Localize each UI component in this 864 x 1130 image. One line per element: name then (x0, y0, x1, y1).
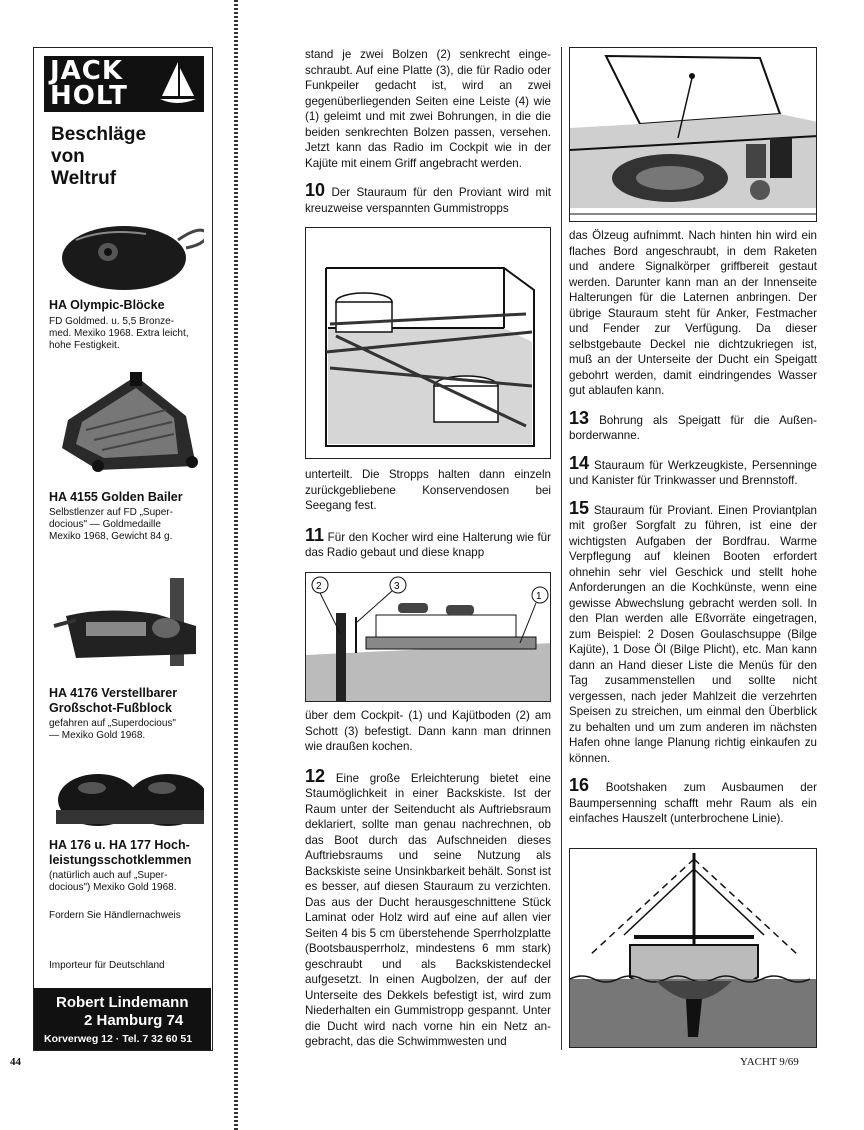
logo-text-line1: JACK (50, 56, 124, 86)
paragraph-12: 12 Eine große Erleichterung bietet eine Staumöglichkeit in einer Backskiste. Ist der Raum unter der Seitenducht als Auftriebsraum deklariert, sollte man genau nachrechnen, ob das Boot durch das Aufschneiden dieses Auftriebsraums und seine Nutzung als Backskiste seine Unsinkbarkeit behält. Sonst ist es besser, auf diesen Stauraum zu verzichten. Das aus der Ducht herausgeschnittene Stück Laminat oder Holz wird auf eine auf allen vier Seiten 4 bis 5 cm überstehende Sperrholzplatte (Bootsbausperrholz, mindestens 6 mm stark) geschraubt und als Backskistendeckel aufgesetzt. In einen Augbolzen, der auf der Unterseite des Dekkels befestigt ist, wird zum Niederhalten ein Gummistropp gespannt. Unter die Ducht wird nach vorne hin ein Netz angebracht, das die Schwimmwesten und (305, 765, 551, 1048)
logo-text-line2: HOLT (50, 81, 128, 111)
product-desc-clamps: (natürlich auch auf „Super- docious") Mexiko Gold 1968. (49, 870, 177, 893)
paragraph-15: 15 Stauraum für Proviant. Einen Proviantplan mit großer Sorgfalt zu führen, ist eine der wichtigsten Aufgaben der Bordfrau. Warme Verpflegung auf kleinen Booten erfordert ohnehin sehr viel Geschick und stellt hohe Anforderungen an die Kochkünste, wenn eine gewisse Abwechslung gebracht werden soll. In den Plan werden alle Eßvorräte eingetragen, zum Beispiel: 2 Dosen Goulaschsuppe (Bilge Kajüte), 1 Dose Öl (Bilge Plicht), etc. Man kann dann an Hand dieser Liste die Menüs für den Tag zusammenstellen und sollte nicht vergessen, nach jeder Mahlzeit die verzehrten Speisen zu streichen, um einmal den Überblick zu behalten und um zum anderen im nächsten Hafen ohne lange Planung richtig einkaufen zu können. (569, 497, 817, 765)
paragraph-12-cont: das Ölzeug aufnimmt. Nach hinten hin wird ein flaches Bord angeschraubt, in dem Raketen und andere Signalkörper griffbereit gestaut werden. Darunter kann man an der Innenseite Halterungen für die Laternen anbringen. Der übrige Stauraum steht für Anker, Festmacher und Fender zur Verfügung. Da dieser selbstgebaute Deckel nie dichtzukriegen ist, muß an der Unterseite der Ducht ein Speigatt gebohrt werden, damit eindringendes Wasser gut ablaufen kann. (569, 229, 817, 397)
sheet-clamp-image (46, 760, 204, 830)
page-number: 44 (10, 1056, 21, 1068)
figure-16-boom-tent (569, 848, 817, 1048)
dealer-box (34, 988, 211, 1050)
jack-holt-logo (44, 56, 204, 112)
product-desc-golden-bailer: Selbstlenzer auf FD „Super- docious" — Goldmedaille Mexiko 1968, Gewicht 84 g. (49, 507, 173, 542)
product-title-foot-block: HA 4176 Verstellbarer Großschot-Fußblock (49, 686, 178, 715)
dealer-city: 2 Hamburg 74 (84, 1012, 184, 1029)
paragraph-13: 13 Bohrung als Speigatt für die Außenborderwanne. (569, 407, 817, 442)
golden-bailer-image (46, 370, 204, 480)
fig11-label-3: 3 (394, 581, 400, 592)
paragraph-10-cont: unterteilt. Die Stropps halten dann einzeln zurückgebliebene Konservendosen bei Seegang fest. (305, 468, 551, 512)
fig11-label-2: 2 (316, 581, 322, 592)
dealer-name: Robert Lindemann (56, 994, 189, 1011)
product-desc-olympic: FD Goldmed. u. 5,5 Bronze- med. Mexiko 1968. Extra leicht, hohe Festigkeit. (49, 316, 189, 351)
jack-holt-advertisement (33, 47, 213, 1051)
page-binding-rule (234, 0, 238, 1130)
product-title-golden-bailer: HA 4155 Golden Bailer (49, 490, 183, 504)
column-rule (561, 47, 562, 1050)
article-column-right (569, 228, 817, 827)
product-title-olympic: HA Olympic-Blöcke (49, 298, 165, 312)
paragraph-intro: stand je zwei Bolzen (2) senkrecht eingeschraubt. Auf eine Platte (3), die für Radio oder Funkpeiler gedacht ist, wird an zwei gegenüberliegenden Seiten eine Leiste (4) wie (1) geleimt und mit zwei Bohrungen, in die die beiden senkrechten Bolzen passen, versehen. Jetzt kann das Radio im Cockpit wie in der Kajüte mit einem Griff angebracht werden. (305, 48, 551, 170)
mainsheet-foot-block-image (46, 576, 204, 668)
product-title-clamps: HA 176 u. HA 177 Hoch- leistungsschotklemmen (49, 838, 192, 867)
figure-10-food-storage (305, 227, 551, 459)
ad-headline: Beschläge von Weltruf (51, 124, 147, 189)
product-desc-foot-block: gefahren auf „Superdocious" — Mexiko Gold 1968. (49, 718, 176, 741)
olympic-block-image (46, 210, 204, 292)
dealer-note: Fordern Sie Händlernachweis (49, 910, 181, 921)
fig11-label-1: 1 (536, 591, 542, 602)
paragraph-11: 11 Für den Kocher wird eine Halterung wie für das Radio gebaut und diese knapp (305, 524, 551, 559)
article-column-middle-2 (305, 467, 551, 561)
dealer-address: Korverweg 12 · Tel. 7 32 60 51 (44, 1033, 193, 1045)
paragraph-11-cont: über dem Cockpit- (1) und Kajütboden (2) am Schott (3) befestigt. Dann kann man drinnen wie draußen kochen. (305, 709, 551, 753)
journal-issue: YACHT 9/69 (740, 1056, 799, 1068)
paragraph-16: 16 Bootshaken zum Ausbaumen der Baumpersenning schafft mehr Raum als ein einfaches Hauszelt (unterbrochene Linie). (569, 775, 817, 825)
figure-11-stove-mount (305, 572, 551, 702)
article-column-middle (305, 47, 551, 216)
figure-12-locker (569, 47, 817, 222)
paragraph-14: 14 Stauraum für Werkzeugkiste, Persenninge und Kanister für Trinkwasser und Brennstoff. (569, 452, 817, 487)
paragraph-10: 10 Der Stauraum für den Proviant wird mit kreuzweise verspannten Gummistropps (305, 180, 551, 215)
importer-label: Importeur für Deutschland (49, 960, 165, 971)
article-column-middle-3 (305, 708, 551, 1050)
sailboat-icon (156, 60, 198, 108)
